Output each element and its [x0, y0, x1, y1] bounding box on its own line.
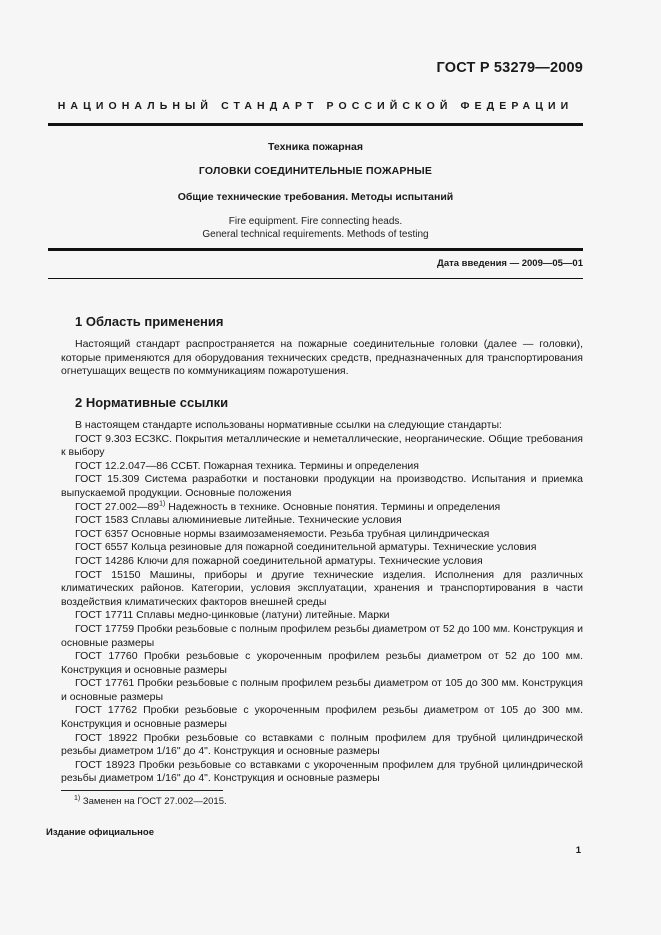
title-bottom-rule [48, 248, 583, 251]
section-2-body [61, 419, 583, 786]
date-rule [48, 278, 583, 279]
english-title-line-1: Fire equipment. Fire connecting heads. [228, 216, 403, 227]
standard-subtitle: Общие технические требования. Методы испытаний [177, 191, 454, 203]
footnote-marker: 1) [159, 500, 166, 508]
national-standard-heading: НАЦИОНАЛЬНЫЙ СТАНДАРТ РОССИЙСКОЙ ФЕДЕРАЦИИ [57, 100, 574, 112]
section-1-body [61, 338, 583, 379]
footnote-text: Заменен на ГОСТ 27.002—2015. [80, 796, 227, 807]
reference-item: ГОСТ 18923 Пробки резьбовые со вставками с укороченным профилем для трубной цилиндрической резьбы диаметром 1/16" до 4". Конструкция и основные размеры [61, 758, 583, 785]
reference-item: ГОСТ 17711 Сплавы медно-цинковые (латуни) литейные. Марки [75, 609, 390, 622]
reference-item: ГОСТ 17762 Пробки резьбовые с укороченным профилем резьбы диаметром от 105 до 300 мм. Конструкция и основные размеры [61, 704, 583, 731]
reference-item: ГОСТ 12.2.047—86 ССБТ. Пожарная техника. Термины и определения [75, 459, 419, 472]
top-rule [48, 123, 583, 126]
reference-code: ГОСТ 27.002—89 [75, 500, 160, 513]
reference-item: ГОСТ 14286 Ключи для пожарной соединительной арматуры. Технические условия [75, 554, 483, 567]
reference-item: ГОСТ 17759 Пробки резьбовые с полным профилем резьбы диаметром от 52 до 100 мм. Конструкция и основные размеры [61, 622, 583, 649]
reference-item: ГОСТ 6357 Основные нормы взаимозаменяемости. Резьба трубная цилиндрическая [75, 527, 490, 540]
footnote [74, 796, 227, 807]
reference-text: Надежность в технике. Основные понятия. Термины и определения [165, 500, 501, 513]
reference-item: ГОСТ 15.309 Система разработки и постановки продукции на производство. Испытания и приемка выпускаемой продукции. Основные положения [61, 473, 583, 499]
section-1-paragraph: Настоящий стандарт распространяется на пожарные соединительные головки (далее — головки), которые применяются для оборудования технических средств, предназначенных для транспортирования огнетушащих веществ по коммуникациям пожаротушения. [61, 338, 583, 378]
footnote-rule [61, 790, 223, 791]
reference-item: ГОСТ 6557 Кольца резиновые для пожарной соединительной арматуры. Технические условия [75, 541, 537, 554]
reference-item: ГОСТ 17760 Пробки резьбовые с укороченным профилем резьбы диаметром от 52 до 100 мм. Конструкция и основные размеры [61, 650, 583, 676]
standard-title: ГОЛОВКИ СОЕДИНИТЕЛЬНЫЕ ПОЖАРНЫЕ [198, 165, 433, 177]
introduction-date: Дата введения — 2009—05—01 [437, 258, 583, 269]
reference-item: ГОСТ 18922 Пробки резьбовые со вставками с полным профилем для трубной цилиндрической резьбы диаметром 1/16" до 4". Конструкция и основные размеры [61, 731, 583, 758]
english-title-line-2: General technical requirements. Methods of testing [202, 229, 429, 240]
reference-item: ГОСТ 15150 Машины, приборы и другие технические изделия. Исполнения для различных климатических районов. Категории, условия эксплуатации, хранения и транспортирования в части воздействия климатических факторов внешней среды [61, 568, 583, 608]
page-number: 1 [575, 845, 581, 856]
section-2-intro: В настоящем стандарте использованы нормативные ссылки на следующие стандарты: [75, 419, 502, 431]
section-1-title: 1 Область применения [75, 314, 224, 329]
reference-item: ГОСТ 17761 Пробки резьбовые с полным профилем резьбы диаметром от 105 до 300 мм. Конструкция и основные размеры [61, 677, 583, 703]
document-number: ГОСТ Р 53279—2009 [436, 60, 583, 76]
reference-item [61, 501, 583, 515]
footnote-marker: 1) [74, 794, 81, 802]
edition-label: Издание официальное [46, 827, 154, 838]
reference-item: ГОСТ 9.303 ЕСЗКС. Покрытия металлические и неметаллические, неорганические. Общие требования к выбору [61, 432, 583, 459]
standard-category: Техника пожарная [268, 141, 363, 153]
reference-item: ГОСТ 1583 Сплавы алюминиевые литейные. Технические условия [75, 514, 402, 527]
section-2-title: 2 Нормативные ссылки [75, 395, 229, 410]
